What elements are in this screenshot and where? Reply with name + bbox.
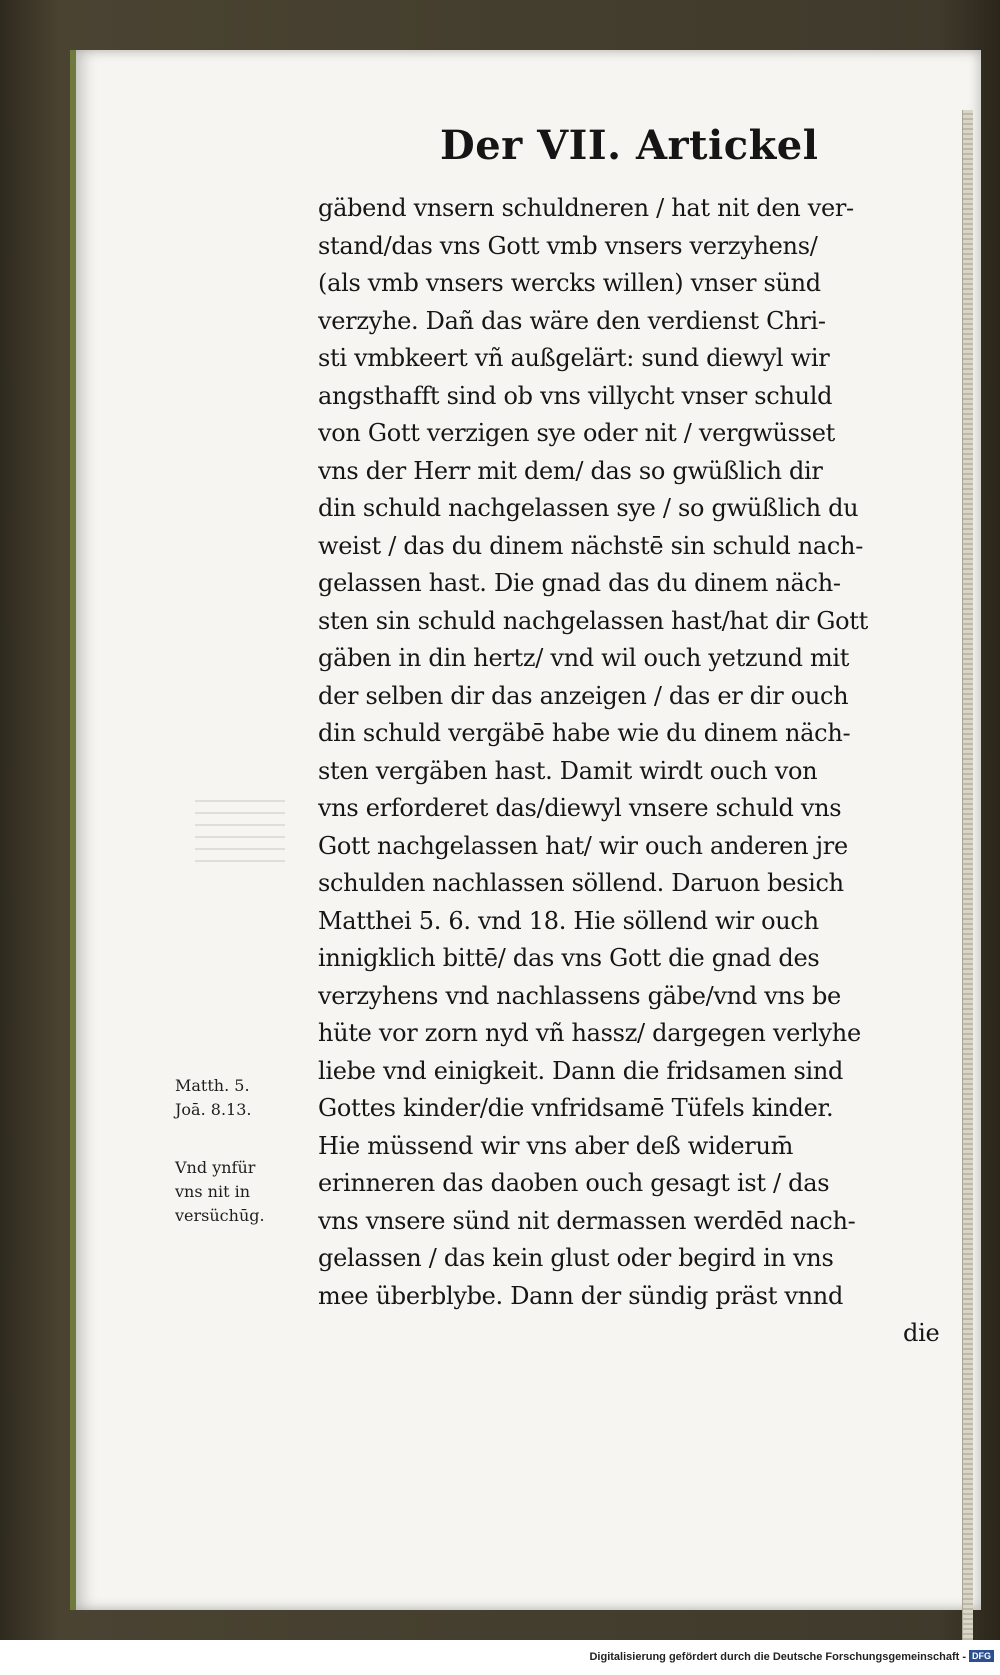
text-line-17: vns erforderet das/diewyl vnsere schuld vns (318, 794, 842, 822)
footer-text: Digitalisierung gefördert durch die Deutsche Forschungsgemeinschaft - (589, 1651, 966, 1663)
text-line-10: weist / das du dinem nächstē sin schuld nach- (318, 531, 864, 560)
running-head: Der VII. Artickel (440, 122, 819, 169)
text-line-22: verzyhens vnd nachlassens gäbe/vnd vns be (318, 981, 841, 1010)
marginal-note-line: versüchūg. (175, 1206, 265, 1225)
catchword: die (903, 1319, 940, 1347)
text-line-30: mee überblybe. Dann der sündig präst vnnd (318, 1281, 844, 1310)
text-line-5: sti vmbkeert vñ außgelärt: sund diewyl wir (318, 344, 830, 372)
text-line-14: der selben dir das anzeigen / das er dir ouch (318, 681, 849, 710)
text-line-26: Hie müssend wir vns aber deß widerum̄ (318, 1131, 794, 1160)
text-line-9: din schuld nachgelassen sye / so gwüßlich du (318, 494, 859, 522)
text-line-13: gäben in din hertz/ vnd wil ouch yetzund mit (318, 644, 850, 672)
body-text (318, 190, 958, 1353)
text-line-3: (als vmb vnsers wercks willen) vnser sünd (318, 269, 821, 297)
text-line-8: vns der Herr mit dem/ das so gwüßlich dir (318, 456, 823, 485)
text-line-27: erinneren das daoben ouch gesagt ist / das (318, 1169, 830, 1197)
text-line-19: schulden nachlassen söllend. Daruon besich (318, 869, 844, 897)
text-line-11: gelassen hast. Die gnad das du dinem näch- (318, 569, 841, 597)
digitization-footer (589, 1650, 994, 1663)
marginal-note-line: vns nit in (175, 1182, 250, 1201)
marginal-note-petition (175, 1156, 310, 1228)
text-line-12: sten sin schuld nachgelassen hast/hat dir Gott (318, 606, 868, 635)
text-line-7: von Gott verzigen sye oder nit / vergwüsset (318, 419, 835, 447)
marginal-note-line: Joā. 8.13. (175, 1100, 252, 1119)
text-line-28: vns vnsere sünd nit dermassen werdēd nach- (318, 1206, 856, 1235)
text-line-23: hüte vor zorn nyd vñ hassz/ dargegen verlyhe (318, 1019, 861, 1047)
text-line-2: stand/das vns Gott vmb vnsers verzyhens/ (318, 231, 818, 260)
page-edge (962, 110, 973, 1640)
text-line-29: gelassen / das kein glust oder begird in vns (318, 1244, 834, 1272)
dfg-logo: DFG (969, 1650, 994, 1662)
text-line-16: sten vergäben hast. Damit wirdt ouch von (318, 756, 818, 785)
text-line-20: Matthei 5. 6. vnd 18. Hie söllend wir ouch (318, 906, 819, 935)
text-line-6: angsthafft sind ob vns villycht vnser schuld (318, 381, 833, 410)
bleed-through-marks (195, 800, 285, 870)
marginal-note-line: Vnd ynfür (175, 1158, 256, 1177)
marginal-note-line: Matth. 5. (175, 1076, 250, 1095)
text-line-25: Gottes kinder/die vnfridsamē Tüfels kinder. (318, 1094, 834, 1122)
text-line-4: verzyhe. Dañ das wäre den verdienst Chri- (318, 306, 826, 335)
text-line-18: Gott nachgelassen hat/ wir ouch anderen jre (318, 831, 848, 860)
text-line-24: liebe vnd einigkeit. Dann die fridsamen sind (318, 1056, 844, 1085)
marginal-note-scripture-reference (175, 1074, 310, 1122)
text-line-1: gäbend vnsern schuldneren / hat nit den ver- (318, 194, 854, 222)
text-line-15: din schuld vergäbē habe wie du dinem näch- (318, 719, 851, 747)
text-line-21: innigklich bittē/ das vns Gott die gnad des (318, 944, 820, 972)
